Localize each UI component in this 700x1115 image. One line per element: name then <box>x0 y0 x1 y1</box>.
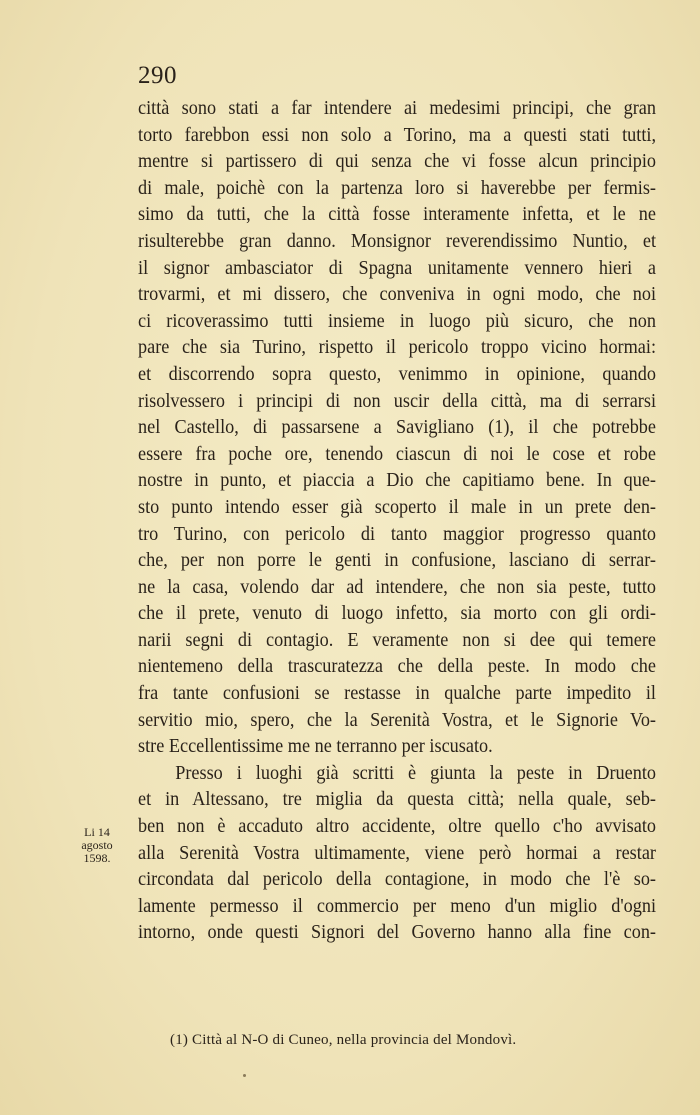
text-line: Presso i luoghi già scritti è giunta la peste in Druento <box>175 762 657 784</box>
text-line: lamente permesso il commercio per meno d'un miglio d'ogni <box>138 895 657 917</box>
text-line: il signor ambasciator di Spagna unitamente vennero hieri a <box>138 257 657 279</box>
text-line: fra tante confusioni se restasse in qualche parte impedito il <box>138 683 657 705</box>
text-line: ben non è accaduto altro accidente, oltre quello c'ho avvisato <box>138 816 657 838</box>
text-line: simo da tutti, che la città fosse interamente infetta, et le ne <box>138 204 657 226</box>
text-line: servitio mio, spero, che la Serenità Vostra, et le Signorie Vo- <box>138 709 657 731</box>
text-line: narii segni di contagio. E veramente non si dee qui temere <box>138 629 657 651</box>
text-line: stre Eccellentissime me ne terranno per iscusato. <box>138 736 493 758</box>
text-line: che il prete, venuto di luogo infetto, sia morto con gli ordi- <box>138 603 657 625</box>
text-line: et in Altessano, tre miglia da questa città; nella quale, seb- <box>138 789 657 811</box>
text-line: nostre in punto, et piaccia a Dio che capitiamo bene. In que- <box>138 470 657 492</box>
margin-date-note <box>72 826 122 865</box>
text-line: tro Turino, con pericolo di tanto maggior progresso quanto <box>138 523 657 545</box>
text-line: torto farebbon essi non solo a Torino, ma a questi stati tutti, <box>138 124 657 146</box>
text-line: di male, poichè con la partenza loro si haverebbe per fermis- <box>138 177 657 199</box>
body-text <box>138 96 657 947</box>
text-line: città sono stati a far intendere ai medesimi principi, che gran <box>138 98 657 119</box>
text-line: alla Serenità Vostra ultimamente, viene però hormai a restar <box>138 842 657 864</box>
text-line: et discorrendo sopra questo, venimmo in opinione, quando <box>138 363 657 385</box>
ink-speck <box>243 1074 246 1077</box>
text-line: nientemeno della trascuratezza che della peste. In modo che <box>138 656 657 678</box>
margin-note-line: Li 14 <box>84 825 110 839</box>
text-line: ne la casa, volendo dar ad intendere, che non sia peste, tutto <box>138 576 657 598</box>
text-line: circondata dal pericolo della contagione, in modo che l'è so- <box>138 869 657 891</box>
text-line: mentre si partissero di qui senza che vi fosse alcun principio <box>138 151 657 173</box>
text-line: trovarmi, et mi dissero, che conveniva in ogni modo, che noi <box>138 284 657 306</box>
text-line: risulterebbe gran danno. Monsignor reverendissimo Nuntio, et <box>138 230 657 252</box>
text-line: pare che sia Turino, rispetto il pericolo troppo vicino hormai: <box>138 337 657 359</box>
text-line: ci ricoverassimo tutti insieme in luogo più sicuro, che non <box>138 310 657 332</box>
page-number: 290 <box>138 62 177 89</box>
text-line: nel Castello, di passarsene a Savigliano (1), il che potrebbe <box>138 417 657 439</box>
footnote: (1) Città al N-O di Cuneo, nella provincia del Mondovì. <box>170 1032 517 1048</box>
text-line: risolvessero i principi di non uscir della città, ma di serrarsi <box>138 390 657 412</box>
text-line: sto punto intendo esser già scoperto il male in un prete den- <box>138 496 657 518</box>
text-line: essere fra poche ore, tenendo ciascun di noi le cose et robe <box>138 443 657 465</box>
margin-note-line: 1598. <box>83 851 111 865</box>
text-line: che, per non porre le genti in confusione, lasciano di serrar- <box>138 550 657 572</box>
text-line: intorno, onde questi Signori del Governo hanno alla fine con- <box>138 922 657 944</box>
margin-note-line: agosto <box>81 838 113 852</box>
